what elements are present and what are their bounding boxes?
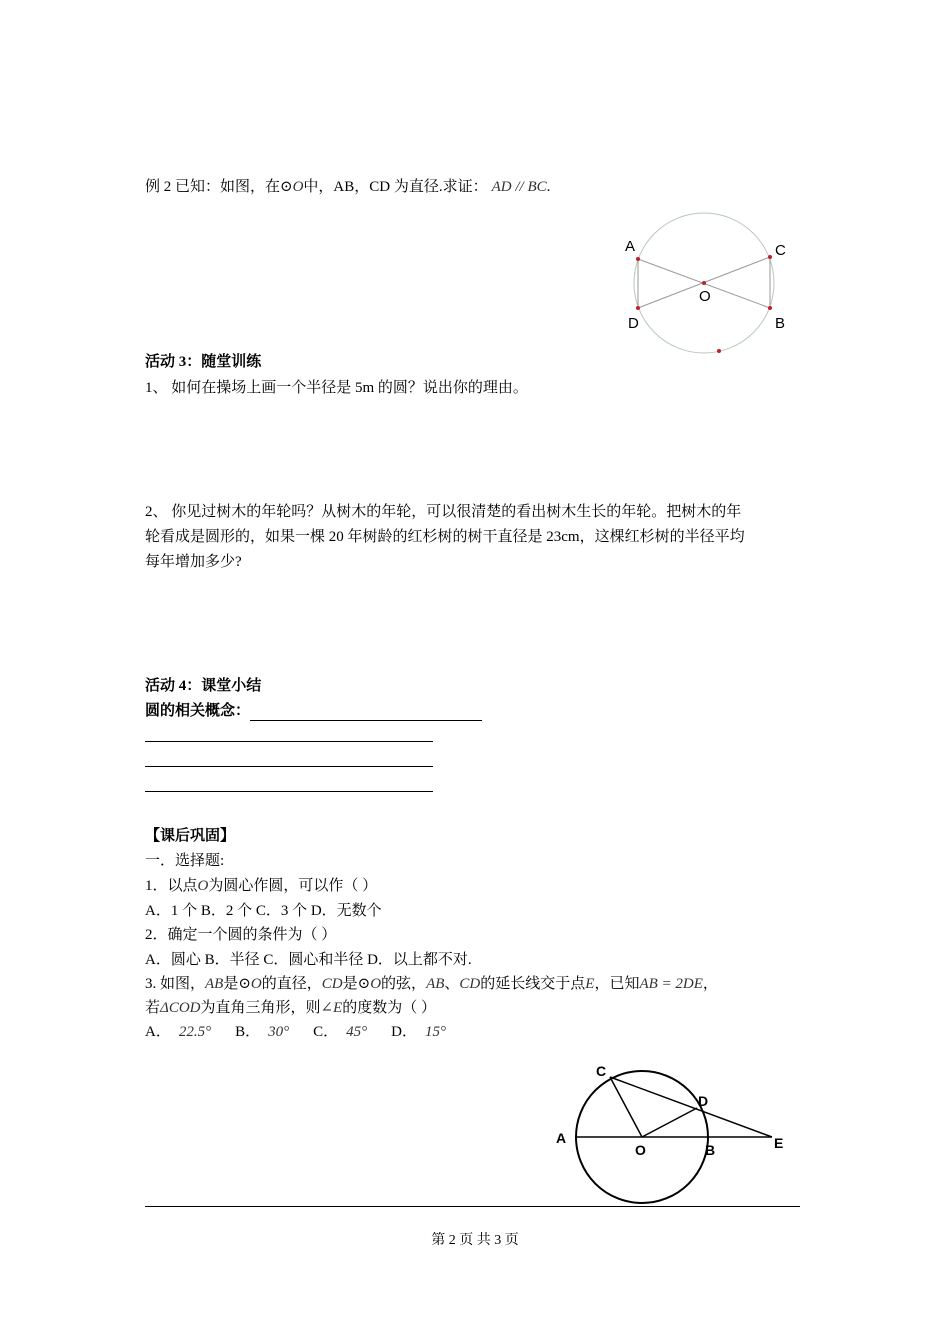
example2-prefix: 例 2 已知：如图，在⊙ [145,179,293,195]
opt-a-val: 22.5° [178,1024,212,1040]
q3l2-p3: 的度数为（ ） [342,1000,437,1016]
opt-d-val: 15° [424,1024,446,1040]
segment-OD [642,1108,697,1137]
homework-q1-options: A．1 个 B．2 个 C．3 个 D．无数个 [145,903,382,919]
label-O: O [699,288,711,305]
q3-sep: 、 [444,976,460,992]
homework-q3-options [145,1022,446,1042]
q1-post: 为圆心作圆，可以作（ ） [208,878,378,894]
homework-q2: 2．确定一个圆的条件为（ ） [145,927,337,943]
activity4-concept-label: 圆的相关概念： [145,703,251,719]
hw-label-C: C [596,1063,607,1079]
hw-label-A: A [556,1130,567,1146]
example2-circle-var: O [292,179,304,195]
activity3-q2-line1: 2、 你见过树木的年轮吗？从树木的年轮，可以很清楚的看出树木生长的年轮。把树木的年 [145,504,742,520]
q3-p4: 是⊙ [342,976,371,992]
page-number: 第 2 页 共 3 页 [431,1233,519,1248]
example2-statement [145,177,550,197]
opt-a-label: A． [145,1024,171,1040]
hw-label-O: O [635,1142,646,1158]
q3l2-p2: 为直角三角形，则 [200,1000,321,1016]
example2-end: . [546,179,551,195]
answer-line-1[interactable] [145,741,433,742]
homework-q3-line1 [145,974,718,994]
homework-section: 一．选择题: [145,853,225,869]
q3-cd2: CD [459,976,481,992]
q3-p5: 的弦， [381,976,427,992]
q3-p7: ，已知 [594,976,640,992]
label-C: C [775,242,786,259]
activity3-q1: 1、 如何在操场上画一个半径是 5m 的圆？说出你的理由。 [145,380,528,396]
label-D: D [628,315,639,332]
q3-p3: 的直径， [261,976,322,992]
homework-figure [550,1060,795,1205]
point-O [702,281,706,285]
q1-var: O [197,878,209,894]
q1-pre: 1．以点 [145,878,198,894]
q3-p2: 是⊙ [223,976,251,992]
activity3-q2-line3: 每年增加多少? [145,554,242,570]
activity4-title: 活动 4：课堂小结 [145,678,262,694]
homework-q2-options: A．圆心 B．半径 C．圆心和半径 D．以上都不对. [145,952,472,968]
q3-o1: O [250,976,262,992]
example2-proof-expr: AD // BC [491,179,547,195]
q3-eq: AB = 2DE [639,976,703,992]
point-extra [717,349,721,353]
opt-c-val: 45° [346,1024,368,1040]
segment-CO [610,1077,642,1137]
opt-d-label: D． [391,1024,417,1040]
q3l2-p1: 若 [145,1000,161,1016]
activity4-concept [145,701,482,721]
activity3-title: 活动 3：随堂训练 [145,354,262,370]
homework-q1 [145,876,377,896]
segment-CE [610,1077,772,1137]
concept-blank[interactable] [250,704,482,721]
q3-o2: O [370,976,382,992]
opt-c-label: C． [313,1024,339,1040]
footer-rule [145,1206,800,1207]
q3l2-angle: ∠E [320,1000,343,1016]
answer-line-3[interactable] [145,791,433,792]
opt-b-val: 30° [268,1024,290,1040]
q3-ab2: AB [426,976,445,992]
point-D [636,306,640,310]
q3-p8: ， [702,976,718,992]
activity3-q2-line2: 轮看成是圆形的，如果一棵 20 年树龄的红杉树的树干直径是 23cm，这棵红杉树的半径平均 [145,529,745,545]
hw-label-B: B [705,1142,716,1158]
opt-b-label: B． [235,1024,261,1040]
point-B [768,306,772,310]
example2-mid: 中，AB，CD 为直径.求证： [303,179,488,195]
homework-title: 【课后巩固】 [145,828,236,844]
point-A [636,257,640,261]
q3-p6: 的延长线交于点 [480,976,586,992]
q3-ab: AB [205,976,224,992]
homework-q3-line2 [145,998,436,1018]
q3-e: E [585,976,595,992]
example2-figure [615,205,805,360]
q3l2-tri: ΔCOD [160,1000,201,1016]
point-C [768,255,772,259]
label-B: B [775,315,786,332]
answer-line-2[interactable] [145,766,433,767]
label-A: A [625,238,636,255]
hw-label-D: D [698,1093,709,1109]
hw-label-E: E [774,1135,784,1151]
q3-p1: 3. 如图， [145,976,206,992]
q3-cd: CD [321,976,343,992]
